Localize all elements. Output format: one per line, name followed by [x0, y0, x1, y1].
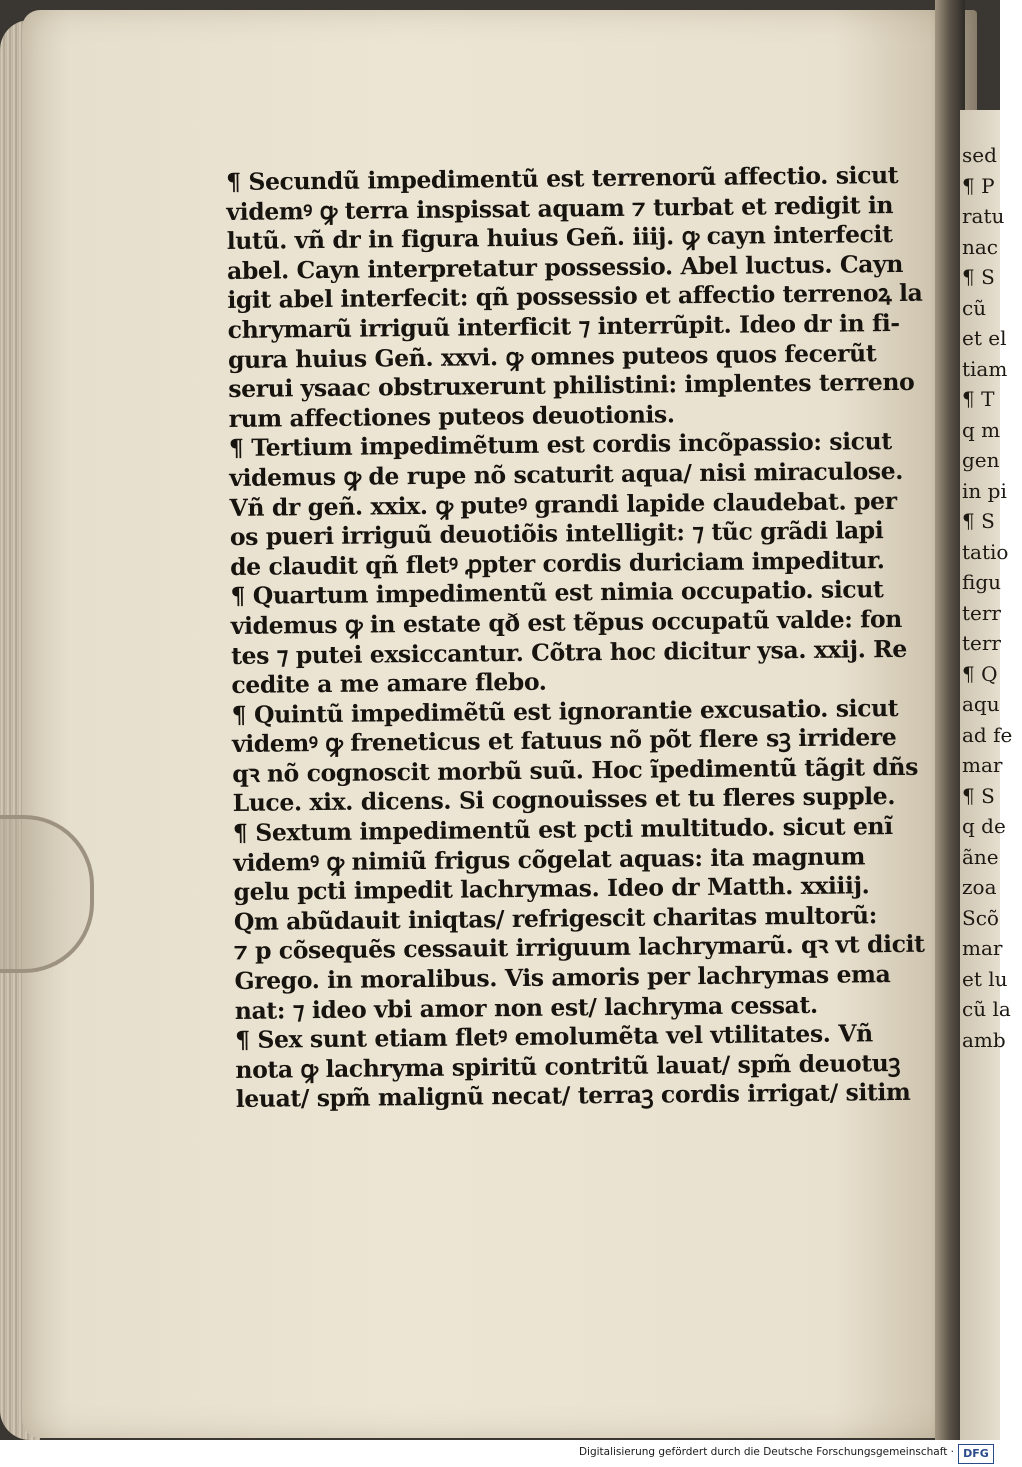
right-margin-fragment: ¶ S — [962, 265, 995, 289]
page-text-block — [226, 160, 925, 1115]
text-line: ¶ Sextum impedimentũ est pcti multitudo. sicut enĩ — [232, 812, 893, 848]
text-line: os pueri irriguũ deuotiõis intelligit: ⁊ tũc grãdi lapi — [229, 516, 884, 552]
text-line: Luce. xix. dicens. Si cognouisses et tu fleres supple. — [232, 782, 896, 818]
right-margin-fragment: in pi — [962, 478, 1007, 503]
text-line: nota ꝙ lachryma spiritũ contritũ lauat/ spm̃ deuotuꝫ — [235, 1048, 901, 1084]
right-margin-fragment: cũ la — [962, 997, 1011, 1021]
right-margin-fragment: ¶ P — [962, 173, 995, 198]
right-margin-fragment: terr — [962, 600, 1001, 625]
show-through-ink — [230, 100, 850, 160]
text-line: rum affectiones puteos deuotionis. — [228, 400, 675, 433]
right-margin-fragment: cũ — [962, 295, 987, 320]
right-margin-fragment: mar — [962, 753, 1003, 777]
right-margin-fragment: ¶ S — [962, 783, 995, 808]
right-margin-fragment: ¶ S — [962, 509, 995, 533]
text-line: qꝛ nõ cognoscit morbũ suũ. Hoc ĩpedimentũ tãgit dñs — [232, 752, 919, 788]
right-margin-fragment: tiam — [962, 356, 1008, 381]
right-margin-fragment: ratu — [962, 204, 1005, 228]
text-line: leuat/ spm̃ malignũ necat/ terraꝫ cordis irrigat/ sitim — [235, 1078, 911, 1114]
text-line: ¶ Tertium impedimẽtum est cordis incõpassio: sicut — [228, 427, 892, 463]
text-line: nat: ⁊ ideo vbi amor non est/ lachryma cessat. — [234, 990, 818, 1025]
text-line: lutũ. vñ dr in figura huius Geñ. iiij. ꝙ cayn interfecit — [226, 220, 893, 256]
text-line: videmꝰ ꝙ nimiũ frigus cõgelat aquas: ita magnum — [233, 842, 866, 877]
text-line: ¶ Secundũ impedimentũ est terrenorũ affectio. sicut — [226, 160, 899, 196]
text-line: cedite a me amare flebo. — [231, 667, 547, 700]
footer-bar — [0, 1440, 1000, 1467]
right-margin-text — [962, 140, 1022, 1055]
right-margin-fragment: sed — [962, 143, 997, 167]
text-line: gelu pcti impedit lachrymas. Ideo dr Matth. xxiiij. — [233, 871, 870, 907]
text-line: videmus ꝙ in estate qð est tẽpus occupatũ valde: fon — [230, 604, 903, 640]
right-margin-fragment: ãne — [962, 844, 999, 869]
right-margin-fragment: aqu — [962, 692, 1000, 716]
right-margin-fragment: Scõ — [962, 905, 999, 930]
right-margin-fragment: ¶ T — [962, 387, 995, 411]
right-margin-fragment: zoa — [962, 875, 997, 899]
funding-credit: Digitalisierung gefördert durch die Deutsche Forschungsgemeinschaft · — [578, 1446, 954, 1458]
text-line: ¶ Quintũ impedimẽtũ est ignorantie excusatio. sicut — [231, 693, 899, 729]
text-line: ⁊ p cõsequẽs cessauit irriguum lachrymarũ. qꝛ vt dicit — [234, 930, 925, 966]
right-margin-fragment: ¶ Q — [962, 661, 998, 686]
text-line: tes ⁊ putei exsiccantur. Cõtra hoc dicitur ysa. xxij. Re — [230, 634, 908, 670]
right-margin-fragment: ad fe — [962, 722, 1013, 747]
text-line: serui ysaac obstruxerunt philistini: implentes terreno — [228, 367, 915, 404]
text-line: Grego. in moralibus. Vis amoris per lachrymas ema — [234, 960, 891, 995]
right-margin-fragment: q de — [962, 814, 1006, 838]
text-line: Qm abũdauit iniqtas/ refrigescit charitas multorũ: — [233, 901, 878, 936]
text-line: videmꝰ ꝙ terra inspissat aquam ⁊ turbat et redigit in — [226, 190, 894, 226]
text-line: ¶ Quartum impedimentũ est nimia occupatio. sicut — [230, 575, 884, 611]
text-line: videmus ꝙ de rupe nõ scaturit aqua/ nisi miraculose. — [229, 456, 904, 492]
text-line: chrymarũ irriguũ interficit ⁊ interrũpit. Ideo dr in fi- — [227, 308, 900, 344]
text-line: igit abel interfecit: qñ possessio et affectio terrenoꝝ la — [227, 279, 923, 315]
text-line: Vñ dr geñ. xxix. ꝙ puteꝰ grandi lapide claudebat. per — [229, 486, 897, 522]
dfg-logo-text: DFG — [963, 1447, 989, 1460]
text-line: de claudit qñ fletꝰ ꝓpter cordis duriciam impeditur. — [230, 545, 885, 581]
dfg-logo — [958, 1444, 994, 1464]
right-page-fragment — [960, 110, 1013, 1440]
right-margin-fragment: q m — [962, 417, 1001, 442]
right-margin-fragment: nac — [962, 234, 999, 259]
right-margin-fragment: terr — [962, 631, 1001, 655]
text-line: abel. Cayn interpretatur possessio. Abel luctus. Cayn — [226, 249, 904, 285]
text-line: videmꝰ ꝙ freneticus et fatuus nõ põt flere sꝫ irridere — [231, 723, 897, 759]
right-margin-fragment: gen — [962, 448, 1000, 472]
text-line: ¶ Sex sunt etiam fletꝰ emolumẽta vel vtilitates. Vñ — [234, 1019, 873, 1055]
right-margin-fragment: et lu — [962, 966, 1008, 991]
right-margin-fragment: mar — [962, 936, 1003, 960]
right-margin-fragment: amb — [962, 1027, 1006, 1052]
right-margin-fragment: figu — [962, 570, 1002, 594]
text-line: gura huius Geñ. xxvi. ꝙ omnes puteos quos fecerũt — [227, 338, 877, 374]
right-margin-fragment: tatio — [962, 539, 1009, 564]
right-margin-fragment: et el — [962, 326, 1007, 350]
